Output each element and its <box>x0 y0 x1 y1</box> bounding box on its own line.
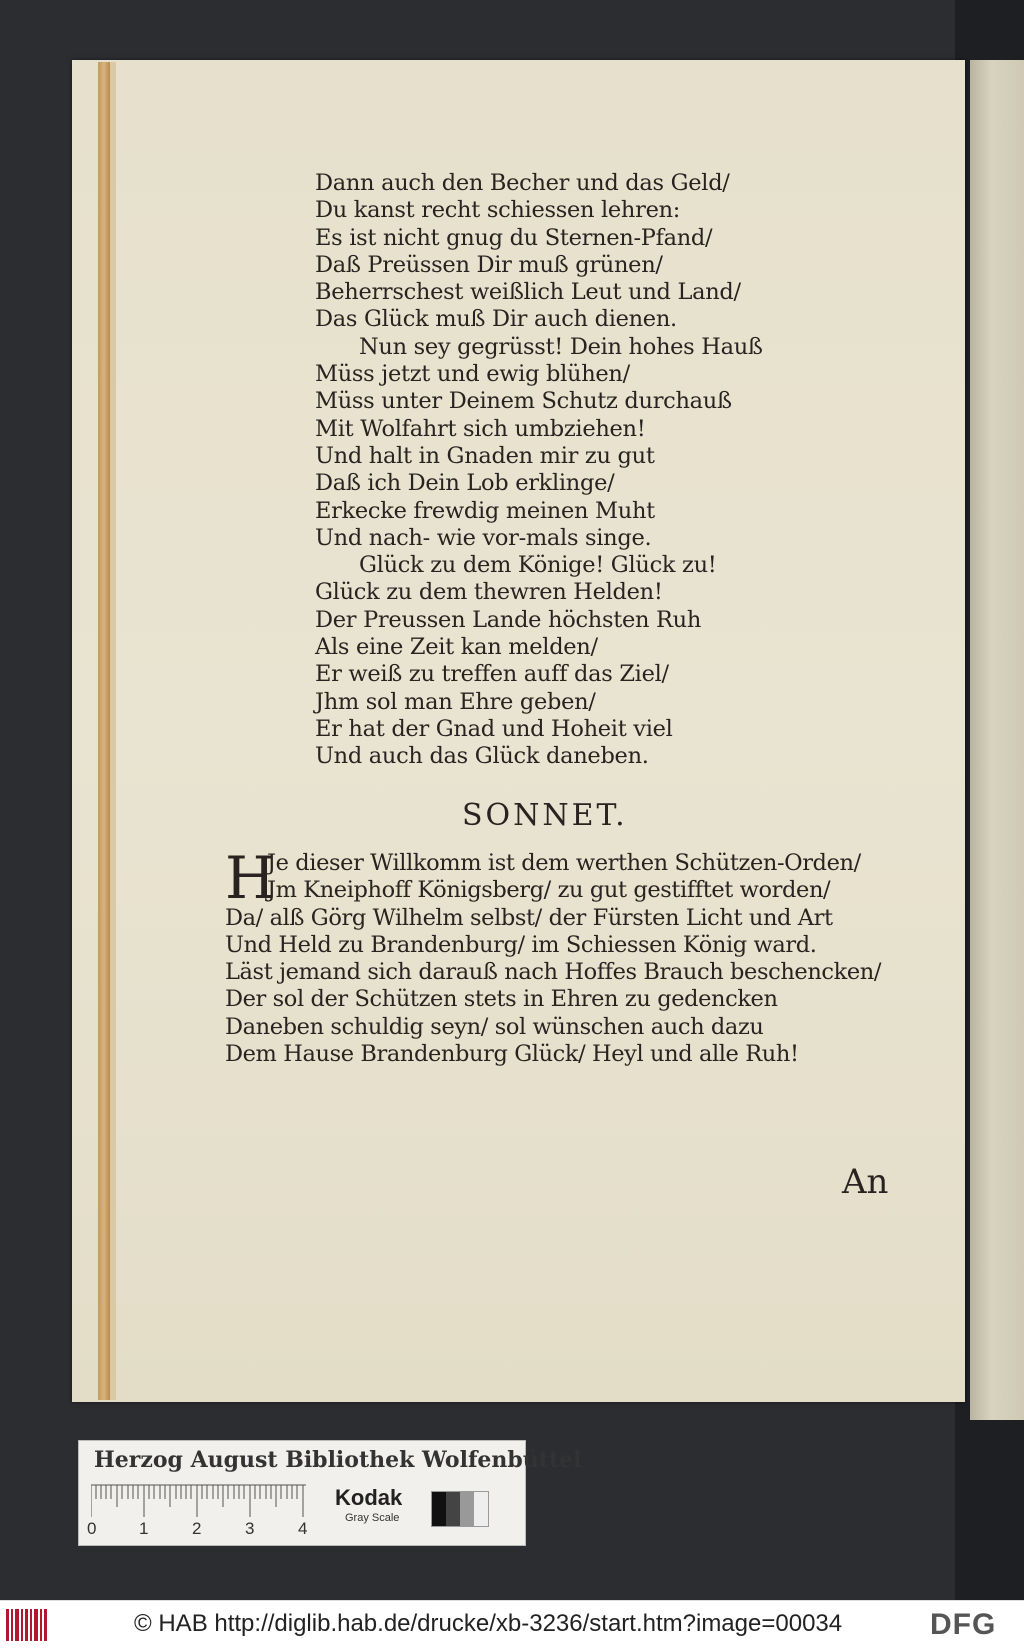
poem-line: Als eine Zeit kan melden/ <box>315 634 598 661</box>
poem-block <box>315 170 915 771</box>
page-gutter <box>98 62 110 1400</box>
ruler-number: 0 <box>87 1519 97 1538</box>
footer-bar <box>0 1600 1024 1648</box>
poem-line: Und halt in Gnaden mir zu gut <box>315 442 655 469</box>
poem-line: Müss unter Deinem Schutz durchauß <box>315 388 732 415</box>
sonnet-line: Und Held zu Brandenburg/ im Schiessen König ward. <box>225 931 817 958</box>
dfg-logo: DFG <box>930 1608 997 1641</box>
poem-line: Er hat der Gnad und Hoheit viel <box>315 715 673 742</box>
sonnet-line: Jm Kneiphoff Königsberg/ zu gut gestifftet worden/ <box>267 877 831 904</box>
poem-line: Er weiß zu treffen auff das Ziel/ <box>315 661 669 688</box>
poem-line: Und nach- wie vor-mals singe. <box>315 524 652 551</box>
sonnet-line: Daneben schuldig seyn/ sol wünschen auch dazu <box>225 1013 764 1040</box>
poem-line: Jhm sol man Ehre geben/ <box>315 688 596 715</box>
sonnet-dropcap-group <box>225 844 875 912</box>
ruler-number: 1 <box>139 1519 149 1538</box>
sonnet-dropcap: H <box>225 844 276 912</box>
sonnet-line: Der sol der Schützen stets in Ehren zu gedencken <box>225 986 778 1013</box>
poem-line: Du kanst recht schiessen lehren: <box>315 197 681 224</box>
kodak-brand: Kodak <box>335 1485 403 1510</box>
gray-scale-label: Gray Scale <box>345 1512 400 1524</box>
catchword: An <box>842 1162 889 1202</box>
ruler-number: 3 <box>245 1519 255 1538</box>
ruler-number: 2 <box>192 1519 202 1538</box>
poem-line: Und auch das Glück daneben. <box>315 743 649 770</box>
poem-line: Nun sey gegrüsst! Dein hohes Hauß <box>359 333 763 360</box>
poem-line: Glück zu dem Könige! Glück zu! <box>359 552 717 579</box>
color-scale-card <box>78 1440 582 1546</box>
poem-line: Dann auch den Becher und das Geld/ <box>315 170 730 196</box>
poem-line: Daß ich Dein Lob erklinge/ <box>315 470 615 497</box>
next-page-edge <box>970 60 1024 1420</box>
gray-scale-patch <box>431 1491 489 1527</box>
poem-line: Müss jetzt und ewig blühen/ <box>315 361 630 388</box>
sonnet-line: Dem Hause Brandenburg Glück/ Heyl und alle Ruh! <box>225 1041 799 1068</box>
poem-line: Der Preussen Lande höchsten Ruh <box>315 606 702 633</box>
ruler-icon <box>91 1483 311 1523</box>
poem-line: Glück zu dem thewren Helden! <box>315 579 663 606</box>
hab-barcode-icon <box>6 1609 48 1641</box>
sonnet-line: Je dieser Willkomm ist dem werthen Schützen-Orden/ <box>267 850 861 876</box>
sonnet-block <box>225 844 882 1068</box>
poem-line: Es ist nicht gnug du Sternen-Pfand/ <box>315 224 713 251</box>
poem-line: Mit Wolfahrt sich umbziehen! <box>315 415 646 442</box>
page-gutter-inner <box>110 62 116 1400</box>
poem-line: Daß Preüssen Dir muß grünen/ <box>315 251 663 278</box>
sonnet-line: Da/ alß Görg Wilhelm selbst/ der Fürsten Licht und Art <box>225 904 833 931</box>
poem-line: Das Glück muß Dir auch dienen. <box>315 306 677 333</box>
sonnet-line: Läst jemand sich darauß nach Hoffes Brauch beschencken/ <box>225 959 882 986</box>
poem-line: Erkecke frewdig meinen Muht <box>315 497 655 524</box>
ruler-number: 4 <box>298 1519 308 1538</box>
sonnet-title: SONNET. <box>462 798 628 833</box>
poem-line: Beherrschest weißlich Leut und Land/ <box>315 279 741 306</box>
library-name: Herzog August Bibliothek Wolfenbüttel <box>94 1447 582 1473</box>
source-link[interactable]: © HAB http://diglib.hab.de/drucke/xb-3236/start.htm?image=00034 <box>134 1610 843 1637</box>
